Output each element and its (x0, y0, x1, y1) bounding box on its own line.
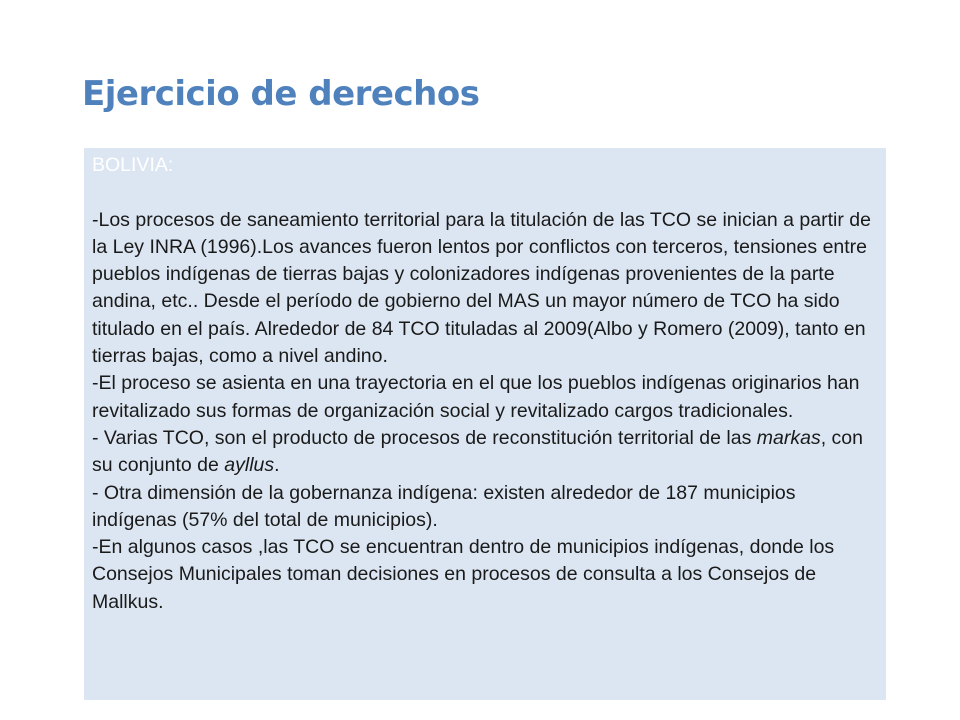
reconstitucion-text-middle: , con su conjunto de (92, 426, 863, 477)
paragraph-trayectoria: -El proceso se asienta en una trayectoria en el que los pueblos indígenas originarios han revitalizado sus formas de organización social y revitalizado cargos tradicionales. (92, 372, 860, 422)
reconstitucion-text-start: - Varias TCO, son el producto de procesos de reconstitución territorial de las (92, 426, 757, 449)
term-ayllus: ayllus (224, 454, 275, 477)
slide-title: Ejercicio de derechos (82, 74, 480, 114)
content-box (84, 148, 886, 700)
box-heading: BOLIVIA: (92, 154, 174, 176)
paragraph-saneamiento: -Los procesos de saneamiento territorial para la titulación de las TCO se inician a partir de la Ley INRA (1996).Los avances fueron lentos por conflictos con terceros, tensiones entre pueblos indígenas de tierras bajas y colonizadores indígenas provenientes de la parte andina, etc.. Desde el período de gobierno del MAS un mayor número de TCO ha sido titulado en el país. Alrededor de 84 TCO tituladas al 2009(Albo y Romero (2009), tanto en tierras bajas, como a nivel andino. (92, 208, 871, 368)
term-markas: markas (756, 426, 821, 449)
paragraph-reconstitucion (92, 425, 878, 480)
reconstitucion-text-end: . (274, 454, 280, 477)
paragraph-consejos: -En algunos casos ,las TCO se encuentran dentro de municipios indígenas, donde los Consejos Municipales toman decisiones en procesos de consulta a los Consejos de Mallkus. (92, 536, 835, 613)
blank-line (92, 179, 878, 206)
paragraph-gobernanza: - Otra dimensión de la gobernanza indígena: existen alrededor de 187 municipios indígenas (57% del total de municipios). (92, 481, 796, 531)
